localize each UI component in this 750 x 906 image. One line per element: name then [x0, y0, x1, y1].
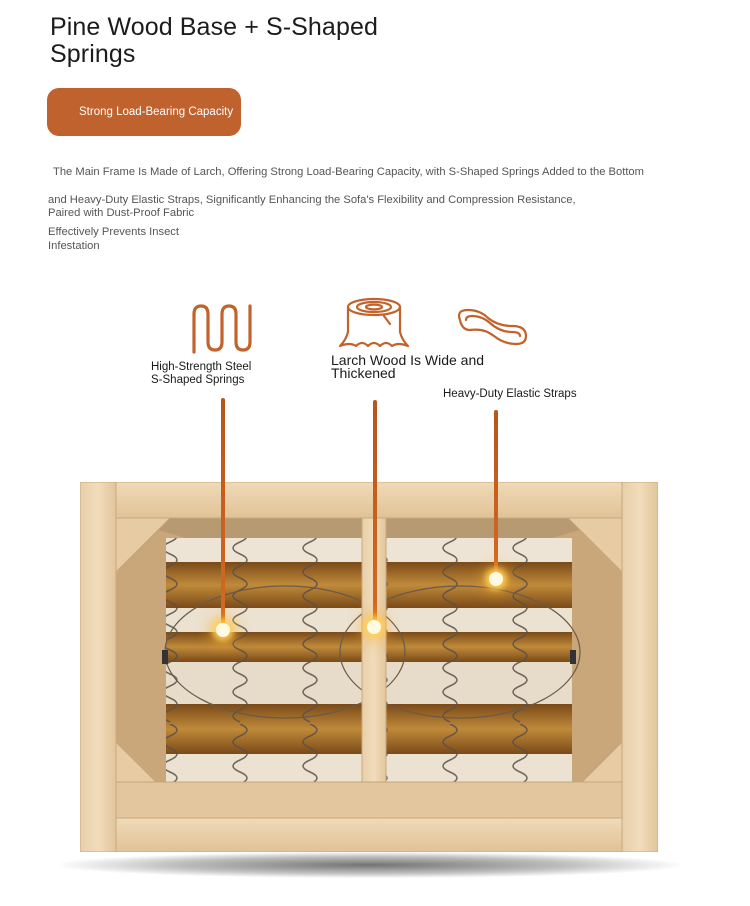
title-line-1: Pine Wood Base + S-Shaped	[50, 13, 378, 41]
feature-label-springs-line-1: High-Strength Steel	[151, 361, 252, 373]
straps-pointer-line	[494, 410, 498, 580]
sofa-base-photo	[80, 482, 658, 852]
page-title	[50, 14, 410, 68]
straps-hotspot	[489, 572, 503, 586]
feature-label-springs-line-2: S-Shaped Springs	[151, 374, 245, 386]
feature-label-larch	[331, 354, 484, 380]
springs-hotspot	[216, 623, 230, 637]
feature-label-larch-line-1: Larch Wood Is Wide and	[331, 352, 485, 368]
feature-badge: Strong Load-Bearing Capacity	[47, 88, 241, 136]
description-line-4: Effectively Prevents Insect	[48, 226, 179, 238]
title-line-2: Springs	[50, 40, 136, 68]
description-line-1: The Main Frame Is Made of Larch, Offering Strong Load-Bearing Capacity, with S-Shaped Springs Added to the Bottom	[53, 166, 644, 178]
feature-label-straps: Heavy-Duty Elastic Straps	[443, 388, 577, 400]
larch-pointer-line	[373, 400, 377, 626]
description-line-3: Paired with Dust-Proof Fabric	[48, 207, 195, 219]
feature-label-larch-line-2: Thickened	[331, 365, 396, 381]
tree-stump-icon	[338, 296, 410, 350]
feature-label-springs	[151, 361, 251, 387]
base-shadow	[60, 852, 680, 878]
description-line-5: Infestation	[48, 240, 100, 252]
description-line-2: and Heavy-Duty Elastic Straps, Significantly Enhancing the Sofa's Flexibility and Compression Resistance,	[48, 194, 576, 206]
springs-pointer-line	[221, 398, 225, 628]
s-spring-icon	[190, 302, 254, 354]
larch-hotspot	[367, 620, 381, 634]
elastic-strap-icon	[454, 306, 530, 348]
